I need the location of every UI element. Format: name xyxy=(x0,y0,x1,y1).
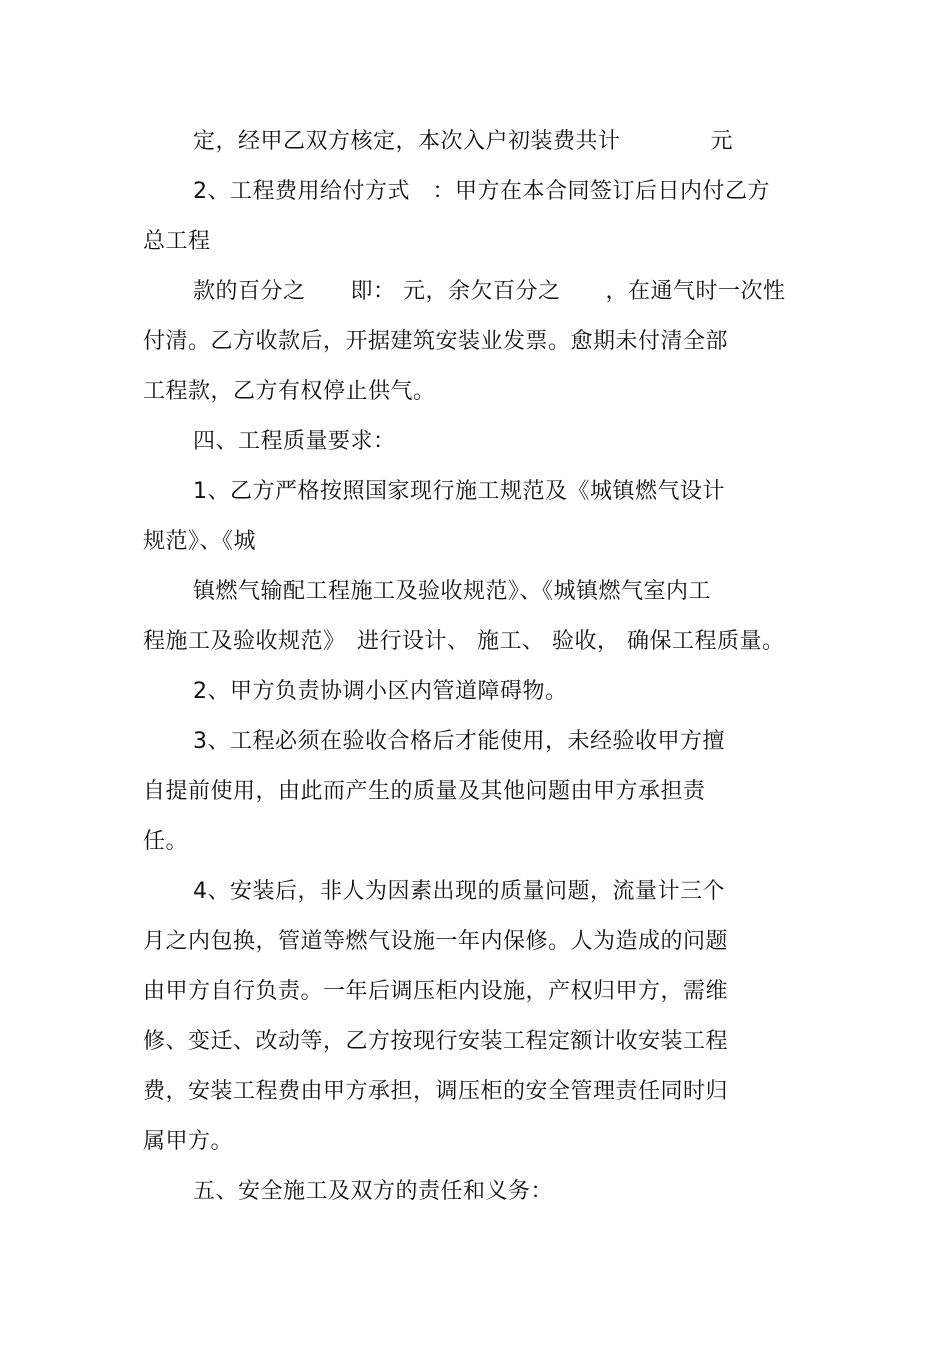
text-line: 2、甲方负责协调小区内管道障碍物。 xyxy=(193,679,568,704)
text-line: 规范》、《城 xyxy=(143,529,257,554)
text-line: 总工程 xyxy=(143,229,211,254)
text-line: 费，安装工程费由甲方承担，调压柜的安全管理责任同时归 xyxy=(143,1079,729,1104)
text-line: 工程款，乙方有权停止供气。 xyxy=(143,379,436,404)
text-line: 修、变迁、改动等，乙方按现行安装工程定额计收安装工程 xyxy=(143,1029,729,1054)
text-line: 程施工及验收规范》 进行设计、 施工、 验收， 确保工程质量。 xyxy=(143,629,785,654)
text-line: 自提前使用，由此而产生的质量及其他问题由甲方承担责 xyxy=(143,779,706,804)
text-line: 镇燃气输配工程施工及验收规范》、《城镇燃气室内工 xyxy=(193,579,712,604)
text-line: 付清。乙方收款后，开据建筑安装业发票。愈期未付清全部 xyxy=(143,329,729,354)
text-line: 由甲方自行负责。一年后调压柜内设施，产权归甲方，需维 xyxy=(143,979,729,1004)
text-line: 3、工程必须在验收合格后才能使用，未经验收甲方擅 xyxy=(193,729,725,754)
text-line: 款的百分之 即： 元，余欠百分之 ，在通气时一次性 xyxy=(193,279,786,304)
text-line: 4、安装后，非人为因素出现的质量问题，流量计三个 xyxy=(193,879,725,904)
text-line: 月之内包换，管道等燃气设施一年内保修。人为造成的问题 xyxy=(143,929,729,954)
text-line: 定，经甲乙双方核定，本次入户初装费共计 元 xyxy=(193,129,734,154)
text-line: 属甲方。 xyxy=(143,1129,234,1154)
section-heading: 五、安全施工及双方的责任和义务： xyxy=(193,1179,554,1204)
text-line: 任。 xyxy=(143,829,189,854)
text-line: 2、工程费用给付方式 ：甲方在本合同签订后日内付乙方 xyxy=(193,179,770,204)
section-heading: 四、工程质量要求： xyxy=(193,429,396,454)
text-line: 1、乙方严格按照国家现行施工规范及《城镇燃气设计 xyxy=(193,479,725,504)
